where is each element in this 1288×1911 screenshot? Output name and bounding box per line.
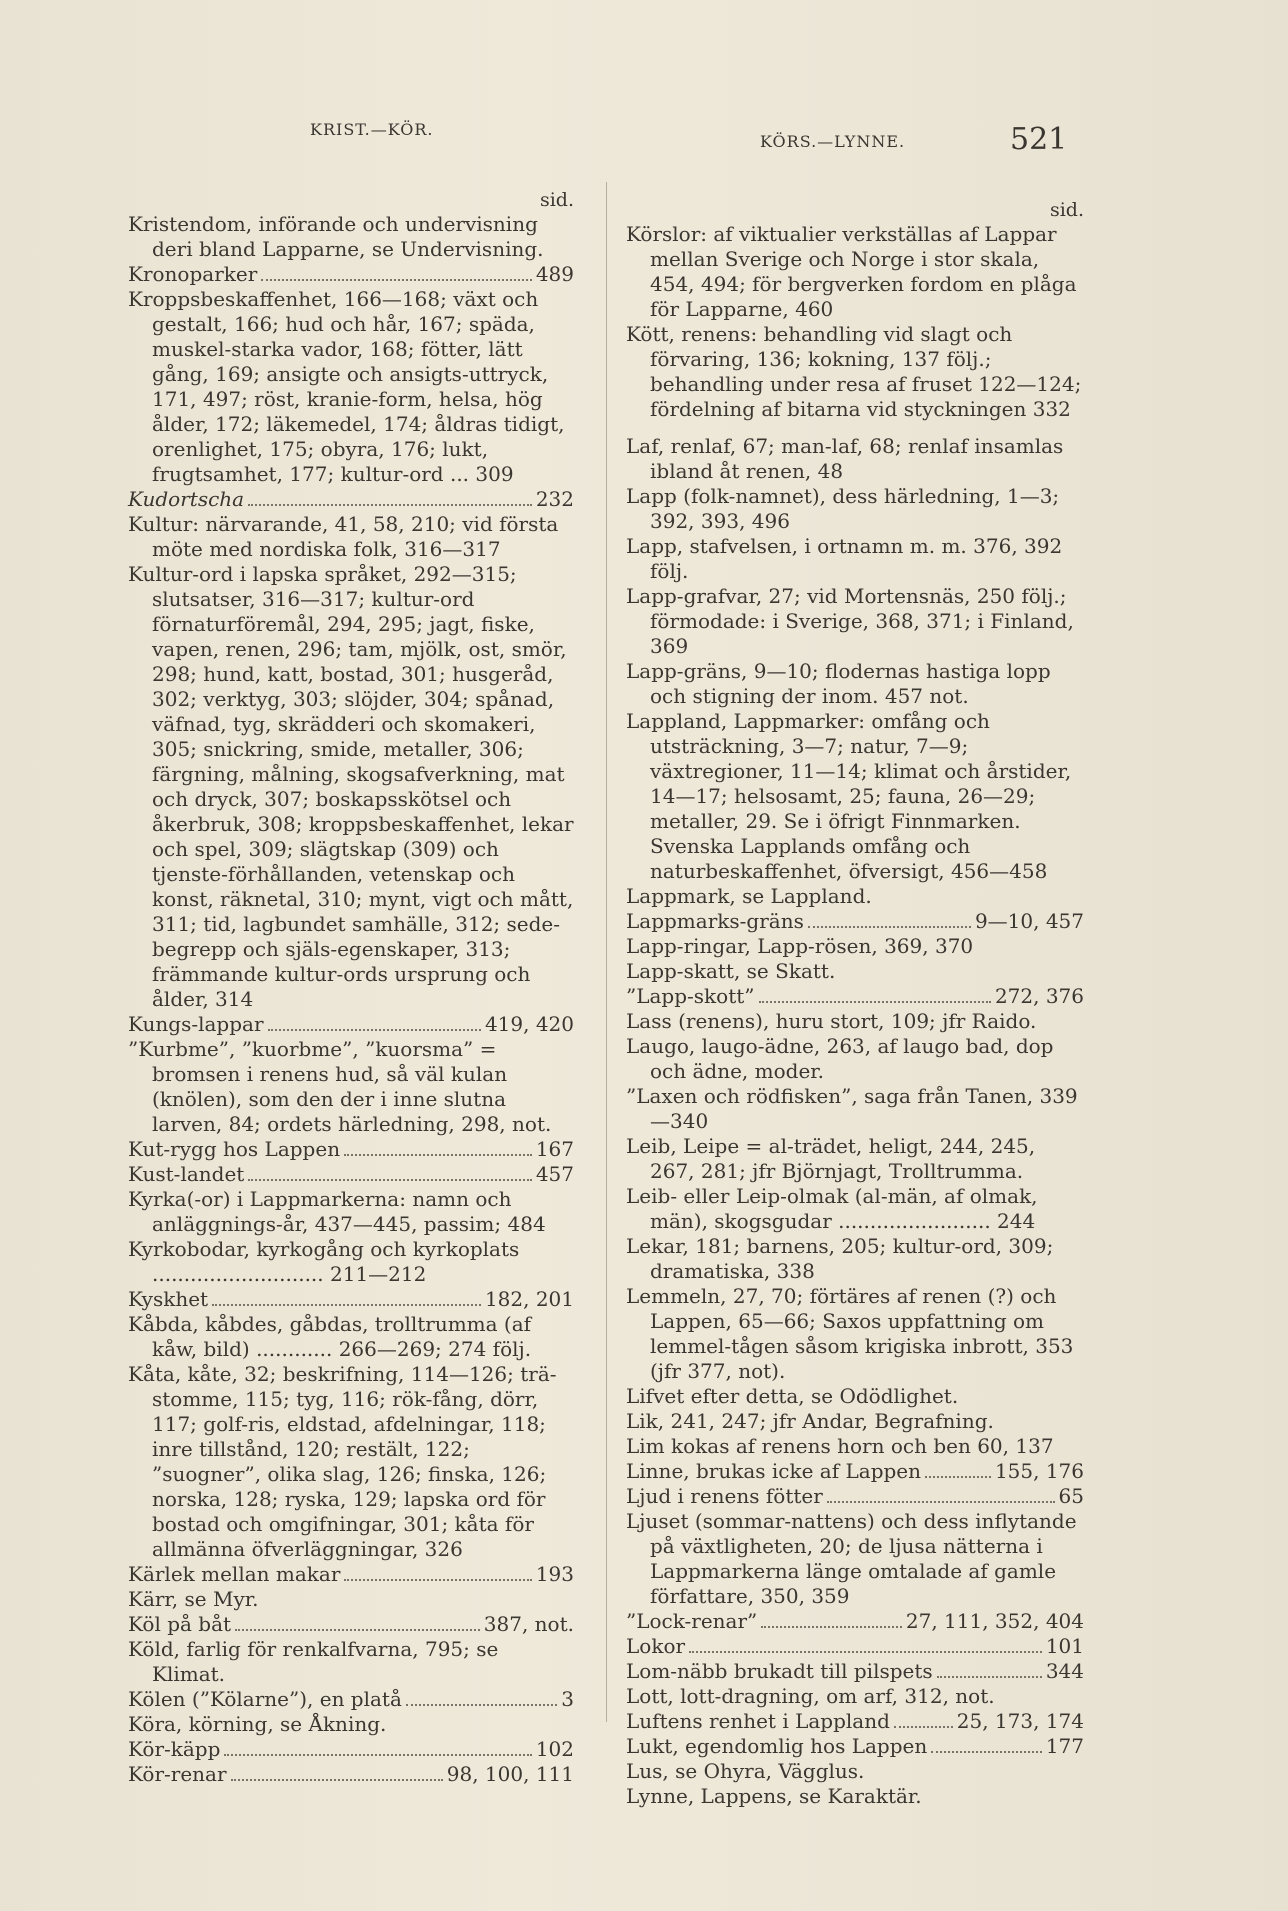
entry-text: Leib- eller Leip-olmak (al-män, af olmak, män), skogsgudar ........................ 244 — [626, 1184, 1038, 1233]
entry-text: Kyrka(-or) i Lappmarkerna: namn och anläggnings-år, 437—445, passim; 484 — [128, 1187, 546, 1236]
entry-page-ref: 101 — [1045, 1634, 1084, 1658]
entry-page-ref: 193 — [535, 1562, 574, 1586]
running-head-right: KÖRS.—LYNNE. — [760, 132, 906, 151]
leader-dots — [344, 1154, 532, 1156]
entry-text: Lappland, Lappmarker: omfång och utsträckning, 3—7; natur, 7—9; växtregioner, 11—14; klimat och årstider, 14—17; helsosamt, 25; fauna, 26—29; metaller, 29. Se i öfrigt Finnmarken. Svenska Lapplands omfång och naturbeskaffenhet, öfversigt, 456—458 — [626, 709, 1072, 883]
leader-dots — [808, 926, 971, 928]
index-entry — [128, 1287, 574, 1312]
index-entry — [128, 1362, 574, 1562]
entry-text: Lapp-gräns, 9—10; flodernas hastiga lopp och stigning der inom. 457 not. — [626, 659, 1051, 708]
index-entry — [626, 434, 1084, 484]
entry-page-ref: 27, 111, 352, 404 — [905, 1609, 1084, 1633]
entry-term: ”Lock-renar” — [626, 1609, 758, 1633]
index-entry — [128, 487, 574, 512]
entry-term: ”Lapp-skott” — [626, 984, 755, 1008]
leader-dots — [689, 1651, 1042, 1653]
entry-text: Lifvet efter detta, se Odödlighet. — [626, 1384, 959, 1408]
index-entry — [128, 1312, 574, 1362]
entry-text: Lemmeln, 27, 70; förtäres af renen (?) och Lappen, 65—66; Saxos uppfattning om lemmel-tågen såsom krigiska inbrott, 353 (jfr 377, not). — [626, 1284, 1074, 1383]
leader-dots — [268, 1029, 481, 1031]
index-entry — [626, 222, 1084, 322]
entry-text: Kåta, kåte, 32; beskrifning, 114—126; trä-stomme, 115; tyg, 116; rök-fång, dörr, 117; golf-ris, eldstad, afdelningar, 118; inre tillstånd, 120; restält, 122; ”suogner”, olika slag, 126; finska, 126; norska, 128; ryska, 129; lapska ord för bostad och omgifningar, 301; kåta för allmänna öfverläggningar, 326 — [128, 1362, 557, 1561]
entry-page-ref: 489 — [535, 262, 574, 286]
leader-dots — [937, 1676, 1042, 1678]
entry-text: Lapp (folk-namnet), dess härledning, 1—3; 392, 393, 496 — [626, 484, 1060, 533]
entry-text: Kultur: närvarande, 41, 58, 210; vid första möte med nordiska folk, 316—317 — [128, 512, 559, 561]
entry-term: Kust-landet — [128, 1162, 245, 1186]
entry-text: Köra, körning, se Åkning. — [128, 1712, 387, 1736]
entry-text: Kyrkobodar, kyrkogång och kyrkoplats ........................... 211—212 — [128, 1237, 520, 1286]
entry-text: Lappmark, se Lappland. — [626, 884, 872, 908]
index-entry — [626, 659, 1084, 709]
entry-page-ref: 155, 176 — [994, 1459, 1084, 1483]
entry-term: Kronoparker — [128, 262, 258, 286]
entry-page-ref: 9—10, 457 — [974, 909, 1084, 933]
index-entry — [626, 1034, 1084, 1084]
entry-text: Lim kokas af renens horn och ben 60, 137 — [626, 1434, 1054, 1458]
index-entry — [626, 1509, 1084, 1609]
leader-dots — [931, 1751, 1042, 1753]
index-entry — [128, 1637, 574, 1687]
index-entry — [626, 1409, 1084, 1434]
entry-page-ref: 3 — [561, 1687, 574, 1711]
entry-term: Kut-rygg hos Lappen — [128, 1137, 341, 1161]
entry-page-ref: 344 — [1045, 1659, 1084, 1683]
entry-term: Kudortscha — [128, 487, 245, 511]
index-entry — [128, 1687, 574, 1712]
index-entry — [128, 1712, 574, 1737]
leader-dots — [406, 1704, 557, 1706]
index-entry — [626, 709, 1084, 884]
index-entry — [626, 909, 1084, 934]
leader-dots — [761, 1626, 902, 1628]
entry-page-ref: 102 — [535, 1737, 574, 1761]
sid-label: sid. — [1049, 199, 1084, 221]
index-entry — [626, 1759, 1084, 1784]
index-entry — [626, 1234, 1084, 1284]
leader-dots — [827, 1501, 1055, 1503]
entry-term: Linne, brukas icke af Lappen — [626, 1459, 922, 1483]
sid-label: sid. — [539, 189, 574, 211]
index-column-left — [128, 188, 574, 1787]
index-entry — [626, 1634, 1084, 1659]
leader-dots — [894, 1726, 953, 1728]
entry-text: Lass (renens), huru stort, 109; jfr Raido. — [626, 1009, 1037, 1033]
index-entry — [128, 1137, 574, 1162]
entry-page-ref: 98, 100, 111 — [446, 1762, 574, 1786]
entry-page-ref: 167 — [535, 1137, 574, 1161]
entry-term: Ljud i renens fötter — [626, 1484, 823, 1508]
index-entry — [626, 1784, 1084, 1809]
entry-text: Lekar, 181; barnens, 205; kultur-ord, 309; dramatiska, 338 — [626, 1234, 1054, 1283]
index-entries-right — [626, 222, 1084, 1809]
index-entry — [626, 1184, 1084, 1234]
index-entry — [626, 1434, 1084, 1459]
index-entry — [626, 1659, 1084, 1684]
leader-dots — [248, 504, 532, 506]
leader-dots — [248, 1179, 531, 1181]
entry-text: Laf, renlaf, 67; man-laf, 68; renlaf insamlas ibland åt renen, 48 — [626, 434, 1064, 483]
leader-dots — [344, 1579, 531, 1581]
entry-term: Lappmarks-gräns — [626, 909, 804, 933]
index-entry — [128, 1162, 574, 1187]
entry-term: Lom-näbb brukadt till pilspets — [626, 1659, 933, 1683]
entry-text: ”Kurbme”, ”kuorbme”, ”kuorsma” = bromsen i renens hud, så väl kulan (knölen), som den der i inne slutna larven, 84; ordets härledning, 298, not. — [128, 1037, 552, 1136]
entry-page-ref: 232 — [535, 487, 574, 511]
entry-page-ref: 419, 420 — [484, 1012, 574, 1036]
entry-text: Kristendom, införande och undervisning deri bland Lapparne, se Undervisning. — [128, 212, 544, 261]
entry-text: Leib, Leipe = al-trädet, heligt, 244, 245, 267, 281; jfr Björnjagt, Trolltrumma. — [626, 1134, 1036, 1183]
entry-term: Kör-käpp — [128, 1737, 221, 1761]
index-entry — [626, 1284, 1084, 1384]
index-entry — [128, 287, 574, 487]
entry-term: Lokor — [626, 1634, 686, 1658]
leader-dots — [261, 279, 532, 281]
index-entry — [128, 212, 574, 262]
index-column-right — [626, 198, 1084, 1809]
entry-text: Laugo, laugo-ädne, 263, af laugo bad, dop och ädne, moder. — [626, 1034, 1054, 1083]
index-entry — [626, 984, 1084, 1009]
entry-page-ref: 25, 173, 174 — [956, 1709, 1084, 1733]
index-entry — [626, 1734, 1084, 1759]
leader-dots — [235, 1629, 480, 1631]
index-entry — [128, 1237, 574, 1287]
index-entry — [626, 1134, 1084, 1184]
index-entry — [128, 262, 574, 287]
index-entry — [626, 1609, 1084, 1634]
index-entry — [128, 1187, 574, 1237]
entry-term: Kärlek mellan makar — [128, 1562, 341, 1586]
entry-text: Kroppsbeskaffenhet, 166—168; växt och gestalt, 166; hud och hår, 167; späda, muskel-starka vador, 168; fötter, lätt gång, 169; ansigte och ansigts-uttryck, 171, 497; röst, kranie-form, helsa, hög ålder, 172; läkemedel, 174; åldras tidigt, orenlighet, 175; obyra, 176; lukt, frugtsamhet, 177; kultur-ord ... 309 — [128, 287, 565, 486]
index-entry — [626, 584, 1084, 659]
entry-page-ref: 65 — [1058, 1484, 1084, 1508]
entry-term: Kungs-lappar — [128, 1012, 264, 1036]
entry-text: Kåbda, kåbdes, gåbdas, trolltrumma (af kåw, bild) ............ 266—269; 274 följ. — [128, 1312, 532, 1361]
entry-term: Luftens renhet i Lappland — [626, 1709, 890, 1733]
index-entry — [128, 1587, 574, 1612]
index-entries-left — [128, 212, 574, 1787]
entry-text: Köld, farlig för renkalfvarna, 795; se Klimat. — [128, 1637, 499, 1686]
index-entry — [626, 884, 1084, 909]
index-entry — [626, 1709, 1084, 1734]
leader-dots — [231, 1779, 443, 1781]
leader-dots — [759, 1001, 991, 1003]
entry-text: Lapp-grafvar, 27; vid Mortensnäs, 250 följ.; förmodade: i Sverige, 368, 371; i Finland, 369 — [626, 584, 1074, 658]
index-entry — [128, 1737, 574, 1762]
index-entry — [128, 1012, 574, 1037]
entry-text: Kött, renens: behandling vid slagt och förvaring, 136; kokning, 137 följ.; behandling under resa af fruset 122—124; fördelning af bitarna vid styckningen 332 — [626, 322, 1082, 421]
entry-page-ref: 457 — [535, 1162, 574, 1186]
entry-term: Köl på båt — [128, 1612, 232, 1636]
index-entry — [128, 512, 574, 562]
entry-page-ref: 177 — [1045, 1734, 1084, 1758]
entry-text: Lott, lott-dragning, om arf, 312, not. — [626, 1684, 995, 1708]
index-entry — [626, 534, 1084, 584]
index-entry — [626, 1684, 1084, 1709]
entry-page-ref: 387, not. — [483, 1612, 574, 1636]
entry-page-ref: 182, 201 — [484, 1287, 574, 1311]
index-entry — [626, 1384, 1084, 1409]
index-entry — [128, 1762, 574, 1787]
index-entry — [626, 934, 1084, 959]
entry-text: Körslor: af viktualier verkställas af Lappar mellan Sverige och Norge i stor skala, 454, 494; för bergverken fordom en plåga för Lapparne, 460 — [626, 222, 1077, 321]
entry-text: ”Laxen och rödfisken”, saga från Tanen, 339—340 — [626, 1084, 1078, 1133]
entry-term: Kölen (”Kölarne”), en platå — [128, 1687, 402, 1711]
entry-text: Kärr, se Myr. — [128, 1587, 259, 1611]
entry-text: Lik, 241, 247; jfr Andar, Begrafning. — [626, 1409, 994, 1433]
column-divider — [606, 182, 607, 1722]
index-entry — [128, 562, 574, 1012]
index-entry — [626, 484, 1084, 534]
leader-dots — [925, 1476, 991, 1478]
index-entry — [626, 959, 1084, 984]
leader-dots — [224, 1754, 531, 1756]
entry-page-ref: 272, 376 — [994, 984, 1084, 1008]
index-entry — [128, 1562, 574, 1587]
running-head-left: KRIST.—KÖR. — [310, 120, 434, 139]
index-entry — [626, 1484, 1084, 1509]
leader-dots — [212, 1304, 481, 1306]
entry-text: Lapp, stafvelsen, i ortnamn m. m. 376, 392 följ. — [626, 534, 1063, 583]
entry-text: Kultur-ord i lapska språket, 292—315; slutsatser, 316—317; kultur-ord förnaturföremål, 294, 295; jagt, fiske, vapen, renen, 296; tam, mjölk, ost, smör, 298; hund, katt, bostad, 301; husgeråd, 302; verktyg, 303; slöjder, 304; spånad, väfnad, tyg, skrädderi och skomakeri, 305; snickring, smide, metaller, 306; färgning, målning, skogsafverkning, mat och dryck, 307; boskapsskötsel och åkerbruk, 308; kroppsbeskaffenhet, lekar och spel, 309; slägtskap (309) och tjenste-förhållanden, vetenskap och konst, räknetal, 310; mynt, vigt och mått, 311; tid, lagbundet samhälle, 312; sede-begrepp och själs-egenskaper, 313; främmande kultur-ords ursprung och ålder, 314 — [128, 562, 574, 1011]
entry-term: Kyskhet — [128, 1287, 209, 1311]
entry-text: Lus, se Ohyra, Vägglus. — [626, 1759, 865, 1783]
entry-term: Kör-renar — [128, 1762, 227, 1786]
index-entry — [626, 322, 1084, 422]
entry-text: Ljuset (sommar-nattens) och dess inflytande på växtligheten, 20; de ljusa nätterna i Lappmarkerna länge omtalade af gamle författare, 350, 359 — [626, 1509, 1077, 1608]
index-entry — [626, 1009, 1084, 1034]
index-entry — [626, 1084, 1084, 1134]
entry-text: Lapp-ringar, Lapp-rösen, 369, 370 — [626, 934, 974, 958]
entry-text: Lapp-skatt, se Skatt. — [626, 959, 836, 983]
page-number: 521 — [1010, 122, 1068, 157]
entry-text: Lynne, Lappens, se Karaktär. — [626, 1784, 922, 1808]
entry-term: Lukt, egendomlig hos Lappen — [626, 1734, 928, 1758]
index-entry — [626, 1459, 1084, 1484]
index-entry — [128, 1037, 574, 1137]
index-entry — [128, 1612, 574, 1637]
section-gap — [626, 422, 1084, 434]
